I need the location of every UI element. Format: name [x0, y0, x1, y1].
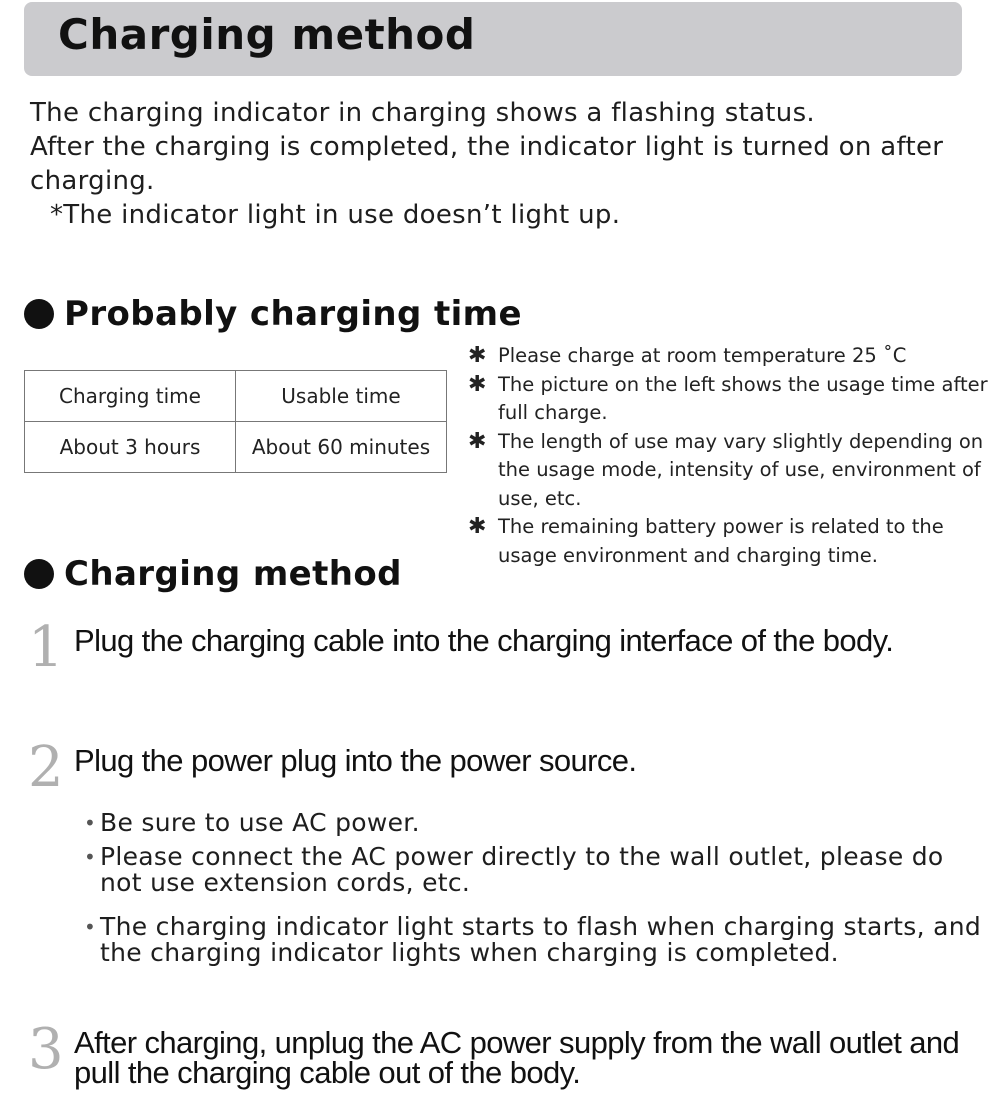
list-item [468, 342, 998, 371]
table-cell: About 3 hours [25, 422, 236, 473]
bullet-icon: • [84, 811, 97, 835]
intro-line: The charging indicator in charging shows a flashing status. [30, 98, 815, 128]
header-bar [24, 2, 962, 76]
section-title: Probably charging time [64, 294, 522, 334]
bullet-icon: • [84, 915, 97, 939]
step-number: 1 [28, 615, 64, 680]
step-text: After charging, unplug the AC power supply from the wall outlet and pull the charging cable out of the body. [74, 1025, 960, 1090]
note-text: The picture on the left shows the usage time after full charge. [498, 372, 988, 424]
list-item [468, 428, 998, 514]
section-charging-time [24, 294, 522, 334]
page-title: Charging method [58, 10, 476, 59]
step-text: Plug the power plug into the power source. [74, 743, 637, 778]
table-header-cell: Usable time [236, 371, 447, 422]
bullet-text: Be sure to use AC power. [100, 808, 420, 837]
list-item [468, 371, 998, 428]
step-text: Plug the charging cable into the charging interface of the body. [74, 623, 894, 658]
bullet-dot-icon [24, 559, 54, 589]
asterisk-icon: ✱ [468, 343, 487, 368]
note-text: The remaining battery power is related to the usage environment and charging time. [498, 515, 944, 567]
bullet-dot-icon [24, 299, 54, 329]
step-number: 2 [28, 735, 64, 800]
charging-time-table [24, 370, 447, 473]
asterisk-icon: ✱ [468, 371, 487, 397]
note-text: Please charge at room temperature 25 ˚C [498, 344, 907, 367]
list-item [84, 810, 984, 836]
section-charging-method [24, 554, 402, 594]
step-1 [28, 615, 954, 680]
bullet-text: Please connect the AC power directly to the wall outlet, please do not use extension cords, etc. [100, 842, 944, 897]
list-item [84, 844, 984, 896]
step-3 [28, 1017, 964, 1090]
table-row [25, 422, 447, 473]
bullet-text: The charging indicator light starts to flash when charging starts, and the charging indicator lights when charging is completed. [100, 912, 982, 967]
bullet-icon: • [84, 845, 97, 869]
note-text: The length of use may vary slightly depending on the usage mode, intensity of use, environment of use, etc. [498, 429, 984, 510]
intro-text [30, 96, 990, 232]
list-item [84, 914, 984, 966]
table-cell: About 60 minutes [236, 422, 447, 473]
step-2-notes [84, 810, 984, 974]
step-number: 3 [28, 1017, 64, 1082]
asterisk-icon: ✱ [468, 514, 487, 539]
intro-note: *The indicator light in use doesn’t light up. [50, 200, 621, 230]
table-header-cell: Charging time [25, 371, 236, 422]
step-2 [28, 735, 954, 800]
asterisk-icon: ✱ [468, 428, 487, 454]
table-header-row [25, 371, 447, 422]
notes-list [468, 342, 998, 570]
section-title: Charging method [64, 554, 402, 594]
list-item [468, 513, 998, 570]
intro-line: After the charging is completed, the indicator light is turned on after charging. [30, 132, 944, 196]
